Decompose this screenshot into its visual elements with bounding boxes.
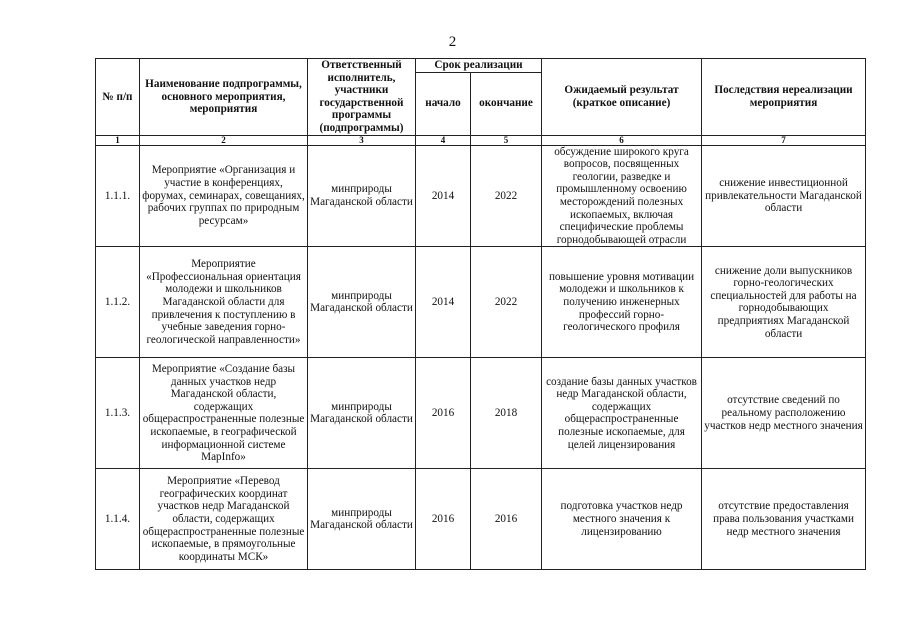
row-consequences: снижение доли выпускников горно-геологических специальностей для работы на горнодобывающих предприятиях Магаданской области: [702, 247, 866, 358]
column-number: 3: [308, 135, 416, 145]
row-executor: минприроды Магаданской области: [308, 145, 416, 247]
header-end: окончание: [471, 72, 542, 135]
row-consequences: отсутствие сведений по реальному расположению участков недр местного значения: [702, 358, 866, 469]
header-name: Наименование подпрограммы, основного мероприятия, мероприятия: [140, 59, 308, 136]
row-executor: минприроды Магаданской области: [308, 358, 416, 469]
header-executor: Ответственный исполнитель, участники государственной программы (подпрограммы): [308, 59, 416, 136]
row-start: 2016: [416, 358, 471, 469]
column-number: 2: [140, 135, 308, 145]
row-start: 2016: [416, 469, 471, 570]
row-name: Мероприятие «Организация и участие в конференциях, форумах, семинарах, совещаниях, рабочих группах по природным ресурсам»: [140, 145, 308, 247]
row-executor: минприроды Магаданской области: [308, 247, 416, 358]
header-consequences: Последствия нереализации мероприятия: [702, 59, 866, 136]
program-table: [95, 58, 866, 570]
row-consequences: отсутствие предоставления права пользования участками недр местного значения: [702, 469, 866, 570]
row-result: создание базы данных участков недр Магаданской области, содержащих общераспространенные полезные ископаемые, для целей лицензирования: [542, 358, 702, 469]
table-row: [96, 469, 866, 570]
row-end: 2022: [471, 145, 542, 247]
row-end: 2016: [471, 469, 542, 570]
row-end: 2018: [471, 358, 542, 469]
column-number: 7: [702, 135, 866, 145]
row-num: 1.1.4.: [96, 469, 140, 570]
row-name: Мероприятие «Создание базы данных участков недр Магаданской области, содержащих общераспространенные полезные ископаемые, в географической информационной системе MapInfo»: [140, 358, 308, 469]
row-num: 1.1.3.: [96, 358, 140, 469]
row-start: 2014: [416, 145, 471, 247]
column-number: 5: [471, 135, 542, 145]
page-number: 2: [448, 34, 457, 50]
header-period: Срок реализации: [416, 59, 542, 73]
row-result: повышение уровня мотивации молодежи и школьников к получению инженерных профессий горно-геологического профиля: [542, 247, 702, 358]
column-number: 1: [96, 135, 140, 145]
header-result: Ожидаемый результат (краткое описание): [542, 59, 702, 136]
column-number: 4: [416, 135, 471, 145]
row-start: 2014: [416, 247, 471, 358]
column-number: 6: [542, 135, 702, 145]
row-num: 1.1.2.: [96, 247, 140, 358]
table-row: [96, 247, 866, 358]
table-row: [96, 358, 866, 469]
row-name: Мероприятие «Перевод географических координат участков недр Магаданской области, содержащих общераспространенные полезные ископаемые, в прямоугольные координаты МСК»: [140, 469, 308, 570]
header-num: № п/п: [96, 59, 140, 136]
table-row: [96, 145, 866, 247]
row-executor: минприроды Магаданской области: [308, 469, 416, 570]
row-consequences: снижение инвестиционной привлекательности Магаданской области: [702, 145, 866, 247]
row-result: подготовка участков недр местного значения к лицензированию: [542, 469, 702, 570]
header-start: начало: [416, 72, 471, 135]
row-name: Мероприятие «Профессиональная ориентация молодежи и школьников Магаданской области для привлечения к поступлению в учебные заведения горно-геологической направленности»: [140, 247, 308, 358]
row-end: 2022: [471, 247, 542, 358]
row-num: 1.1.1.: [96, 145, 140, 247]
row-result: обсуждение широкого круга вопросов, посвященных геологии, разведке и промышленному освоению месторождений полезных ископаемых, включая специфические проблемы горнодобывающей отрасли: [542, 145, 702, 247]
